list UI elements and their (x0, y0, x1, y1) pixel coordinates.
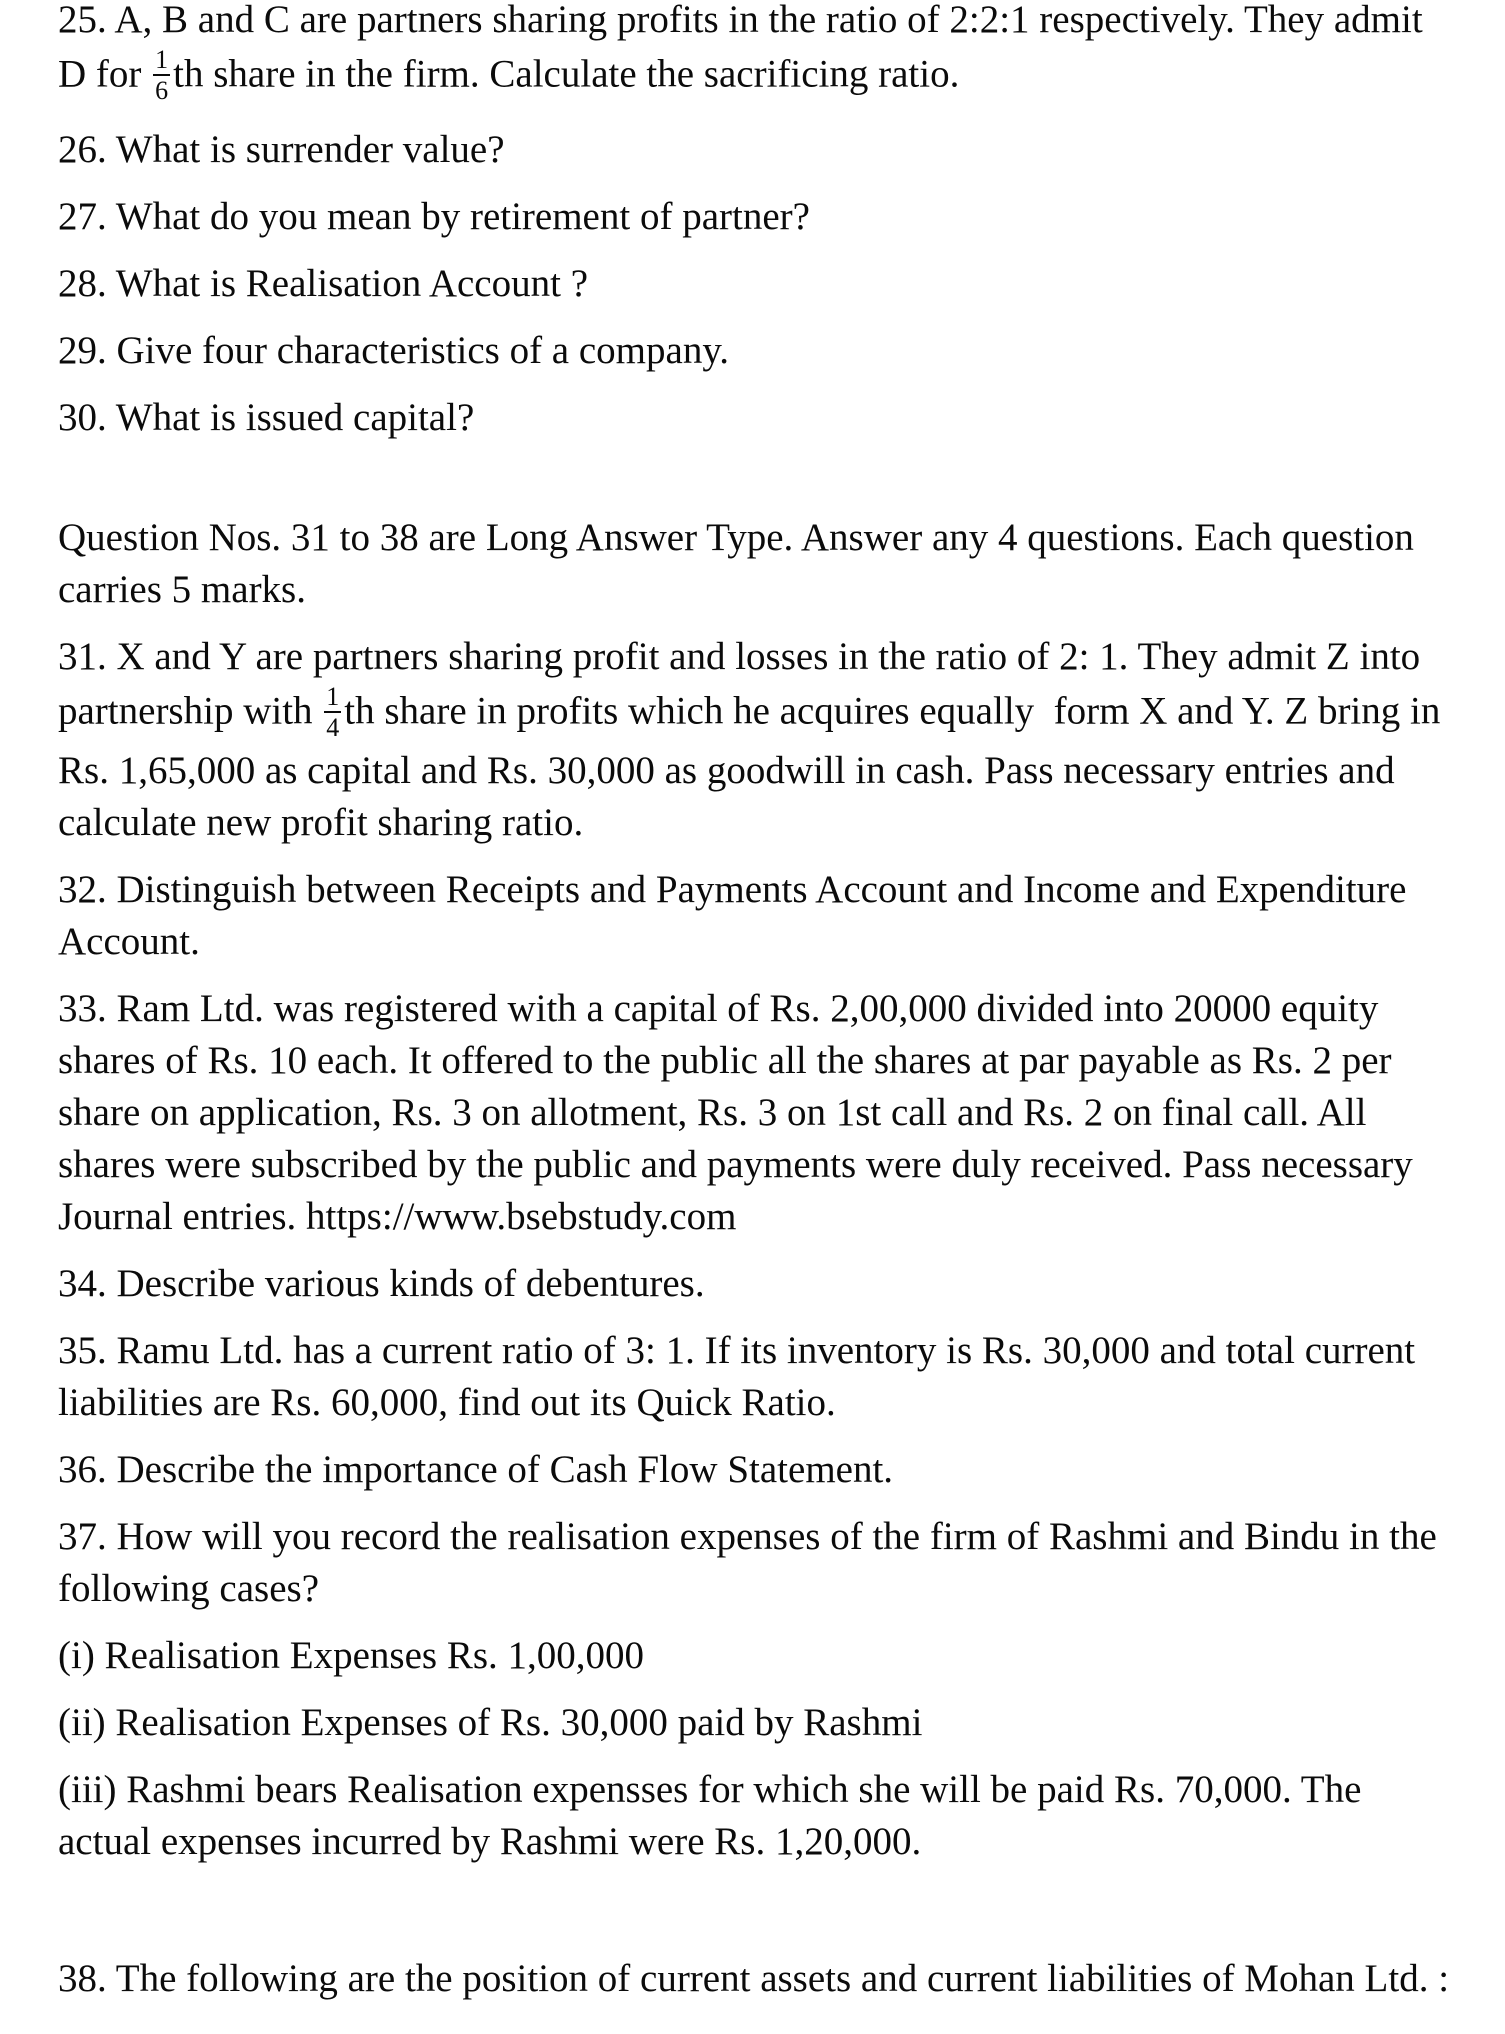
question-28 (58, 258, 1495, 310)
text-line (58, 683, 1495, 746)
fraction-numerator: 1 (324, 683, 341, 713)
text-run: partnership with (58, 688, 323, 732)
text-line (58, 564, 1495, 616)
text-run: 37. How will you record the realisation expenses of the firm of Rashmi and Bindu in the (58, 1515, 1437, 1559)
text-run: share on application, Rs. 3 on allotment, Rs. 3 on 1st call and Rs. 2 on final call. All (58, 1091, 1367, 1135)
text-line (58, 46, 1495, 109)
text-run: calculate new profit sharing ratio. (58, 801, 584, 845)
text-line (58, 1035, 1495, 1087)
text-line (58, 191, 1495, 243)
bsebstudy-url: https://www.bsebstudy.com (306, 1195, 737, 1239)
text-run: (ii) Realisation Expenses of Rs. 30,000 paid by Rashmi (58, 1701, 923, 1745)
text-line (58, 512, 1495, 564)
text-line (58, 0, 1495, 46)
text-line (58, 1325, 1495, 1377)
text-line (58, 1816, 1495, 1868)
text-run: 32. Distinguish between Receipts and Payments Account and Income and Expenditure (58, 868, 1407, 912)
question-37 (58, 1511, 1495, 1615)
text-run: Account. (58, 920, 200, 964)
question-30 (58, 392, 1495, 444)
text-line (58, 124, 1495, 176)
question-31 (58, 631, 1495, 850)
text-run: Journal entries. (58, 1195, 307, 1239)
text-line (58, 916, 1495, 968)
text-line (58, 983, 1495, 1035)
question-35 (58, 1325, 1495, 1429)
text-run: th share in profits which he acquires equally form X and Y. Z bring in (344, 688, 1441, 732)
question-33 (58, 983, 1495, 1243)
question-25 (58, 0, 1495, 109)
text-line (58, 1258, 1495, 1310)
text-run: following cases? (58, 1567, 320, 1611)
text-line (58, 258, 1495, 310)
text-run: 31. X and Y are partners sharing profit and losses in the ratio of 2: 1. They admit Z into (58, 634, 1421, 678)
text-run: 33. Ram Ltd. was registered with a capital of Rs. 2,00,000 divided into 20000 equity (58, 987, 1379, 1031)
text-run: 29. Give four characteristics of a company. (58, 328, 730, 372)
text-line (58, 631, 1495, 683)
question-38 (58, 1953, 1495, 2005)
text-run: 38. The following are the position of current assets and current liabilities of Mohan Ltd. : (58, 1957, 1450, 2001)
fraction-1-4 (324, 683, 341, 742)
text-line (58, 1377, 1495, 1429)
text-run: Question Nos. 31 to 38 are Long Answer Type. Answer any 4 questions. Each question (58, 515, 1414, 559)
text-line (58, 1139, 1495, 1191)
question-26 (58, 124, 1495, 176)
text-run: (i) Realisation Expenses Rs. 1,00,000 (58, 1634, 645, 1678)
question-27 (58, 191, 1495, 243)
text-run: shares of Rs. 10 each. It offered to the public all the shares at par payable as Rs. 2 per (58, 1039, 1392, 1083)
text-line (58, 1444, 1495, 1496)
text-run: 36. Describe the importance of Cash Flow Statement. (58, 1448, 894, 1492)
question-29 (58, 325, 1495, 377)
text-line (58, 1953, 1495, 2005)
fraction-denominator: 4 (326, 712, 340, 742)
question-37-case-iii (58, 1764, 1495, 1868)
text-run: actual expenses incurred by Rashmi were Rs. 1,20,000. (58, 1820, 922, 1864)
text-line (58, 1511, 1495, 1563)
text-line (58, 745, 1495, 797)
text-line (58, 797, 1495, 849)
text-run: th share in the firm. Calculate the sacrificing ratio. (173, 52, 960, 96)
text-run: 34. Describe various kinds of debentures. (58, 1262, 705, 1306)
text-line (58, 1087, 1495, 1139)
text-line (58, 1697, 1495, 1749)
text-line (58, 1191, 1495, 1243)
fraction-1-6 (153, 46, 170, 105)
question-34 (58, 1258, 1495, 1310)
question-36 (58, 1444, 1495, 1496)
text-run: 25. A, B and C are partners sharing profits in the ratio of 2:2:1 respectively. They admit (58, 0, 1423, 41)
text-run: liabilities are Rs. 60,000, find out its Quick Ratio. (58, 1381, 836, 1425)
text-line (58, 325, 1495, 377)
text-run: (iii) Rashmi bears Realisation expensses for which she will be paid Rs. 70,000. The (58, 1768, 1362, 1812)
question-37-case-ii (58, 1697, 1495, 1749)
text-line (58, 392, 1495, 444)
text-run: 26. What is surrender value? (58, 127, 505, 171)
section-instructions (58, 512, 1495, 616)
question-32 (58, 864, 1495, 968)
fraction-denominator: 6 (155, 76, 169, 106)
fraction-numerator: 1 (153, 46, 170, 76)
text-line (58, 864, 1495, 916)
text-run: 35. Ramu Ltd. has a current ratio of 3: 1. If its inventory is Rs. 30,000 and total current (58, 1329, 1416, 1373)
text-line (58, 1563, 1495, 1615)
text-line (58, 1764, 1495, 1816)
text-run: Rs. 1,65,000 as capital and Rs. 30,000 as goodwill in cash. Pass necessary entries and (58, 749, 1395, 793)
text-run: D for (58, 52, 152, 96)
text-run: 27. What do you mean by retirement of partner? (58, 194, 810, 238)
text-run: 28. What is Realisation Account ? (58, 261, 589, 305)
text-run: 30. What is issued capital? (58, 395, 475, 439)
text-run: carries 5 marks. (58, 567, 306, 611)
text-run: shares were subscribed by the public and payments were duly received. Pass necessary (58, 1143, 1413, 1187)
text-line (58, 1630, 1495, 1682)
question-37-case-i (58, 1630, 1495, 1682)
